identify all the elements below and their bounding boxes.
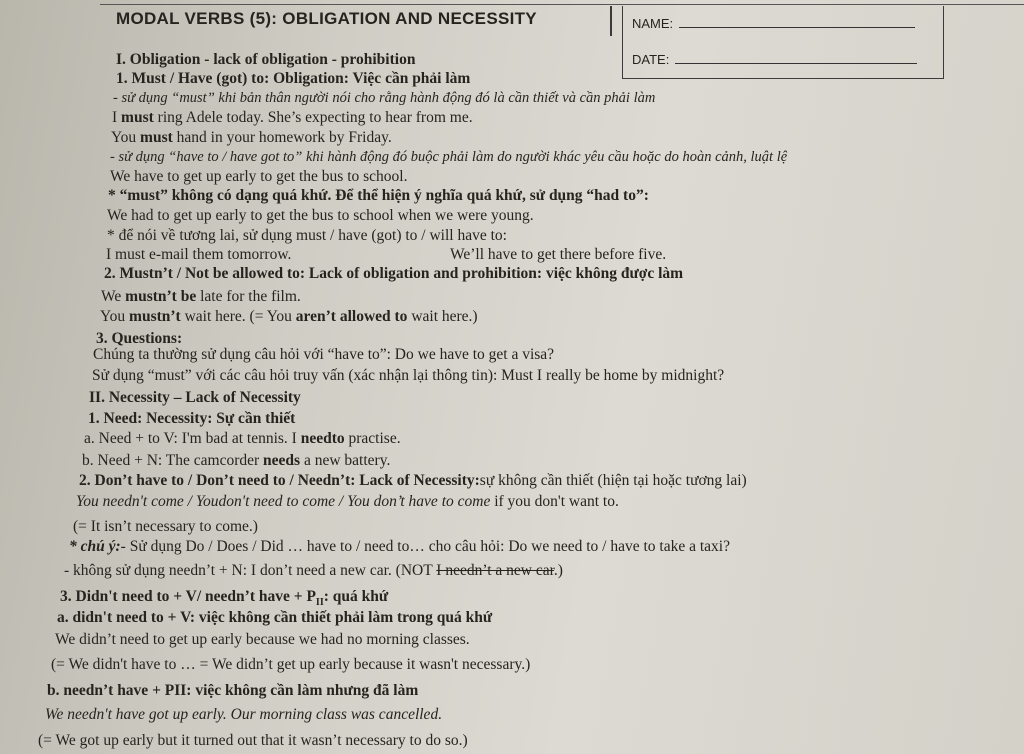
example-need-n: b. Need + N: The camcorder needs a new battery. [82, 452, 391, 469]
example-must-2: You must hand in your homework by Friday. [111, 129, 392, 146]
example-had-to: We had to get up early to get the bus to school when we were young. [107, 207, 534, 224]
worksheet-title: MODAL VERBS (5): OBLIGATION AND NECESSITY [116, 9, 537, 28]
subheading-must-have-to: 1. Must / Have (got) to: Obligation: Việc cần phải làm [116, 70, 471, 87]
example-neednt: You needn't come / Youdon't need to come / You don’t have to come if you don't want to. [76, 493, 619, 510]
example-didnt-need: We didn’t need to get up early because we had no morning classes. [55, 631, 470, 648]
subheading-questions: 3. Questions: [96, 330, 183, 347]
name-label: NAME: [632, 16, 674, 31]
subheading-need: 1. Need: Necessity: Sự cần thiết [88, 410, 296, 427]
example-have-to: We have to get up early to get the bus to school. [110, 168, 408, 185]
note-must: - sử dụng “must” khi bản thân người nói cho rằng hành động đó là cần thiết và cần phải làm [113, 90, 656, 106]
example-mustnt-2: You mustn’t wait here. (= You aren’t allowed to wait here.) [100, 308, 478, 325]
subheading-neednt-have: b. needn’t have + PII: việc không cần làm nhưng đã làm [47, 682, 419, 699]
example-neednt-have: We needn't have got up early. Our morning class was cancelled. [45, 706, 443, 723]
name-field[interactable] [632, 16, 915, 31]
note-have-to: - sử dụng “have to / have got to” khi hành động đó buộc phải làm do người khác yêu cầu hoặc do hoàn cảnh, luật lệ [110, 149, 788, 165]
example-future-2: We’ll have to get there before five. [450, 246, 667, 263]
note-questions-have-to: Chúng ta thường sử dụng câu hỏi với “have to”: Do we have to get a visa? [93, 346, 555, 363]
note-attention: * chú ý:- Sử dụng Do / Does / Did … have to / need to… cho câu hỏi: Do we need to / have to take a taxi? [69, 538, 730, 555]
note-neednt-n: - không sử dụng needn’t + N: I don’t need a new car. (NOT I needn’t a new car.) [64, 562, 563, 579]
example-mustnt-1: We mustn’t be late for the film. [101, 288, 301, 305]
example-neednt-have-meaning: (= We got up early but it turned out that it wasn’t necessary to do so.) [38, 732, 468, 749]
box-divider [610, 6, 612, 36]
note-questions-must: Sử dụng “must” với các câu hỏi truy vấn (xác nhận lại thông tin): Must I really be home by midnight? [92, 367, 725, 384]
example-need-to-v: a. Need + to V: I'm bad at tennis. I needto practise. [84, 430, 401, 447]
note-future: * để nói về tương lai, sử dụng must / have (got) to / will have to: [107, 227, 507, 244]
name-blank[interactable] [679, 27, 915, 28]
subheading-mustnt: 2. Mustn’t / Not be allowed to: Lack of obligation and prohibition: việc không được làm [104, 265, 684, 282]
example-neednt-meaning: (= It isn’t necessary to come.) [73, 518, 258, 535]
note-had-to: * “must” không có dạng quá khứ. Để thể hiện ý nghĩa quá khứ, sử dụng “had to”: [108, 187, 649, 204]
example-didnt-need-meaning: (= We didn't have to … = We didn’t get up early because it wasn't necessary.) [51, 656, 531, 673]
header-rule [100, 4, 1024, 5]
date-field[interactable] [632, 52, 917, 67]
subheading-didnt-need: 3. Didn't need to + V/ needn’t have + $P_{II}$: quá khứ [60, 588, 389, 609]
section-2-heading: II. Necessity – Lack of Necessity [89, 389, 301, 406]
date-label: DATE: [632, 52, 670, 67]
example-future-1: I must e-mail them tomorrow. [106, 246, 292, 263]
subheading-didnt-need-to-v: a. didn't need to + V: việc không cần thiết phải làm trong quá khứ [57, 609, 493, 626]
section-1-heading: I. Obligation - lack of obligation - prohibition [116, 51, 416, 68]
date-blank[interactable] [675, 63, 917, 64]
subheading-dont-have-to: 2. Don’t have to / Don’t need to / Needn’t: Lack of Necessity:sự không cần thiết (hiện tại hoặc tương lai) [79, 472, 747, 489]
example-must-1: I must ring Adele today. She’s expecting to hear from me. [112, 109, 473, 126]
